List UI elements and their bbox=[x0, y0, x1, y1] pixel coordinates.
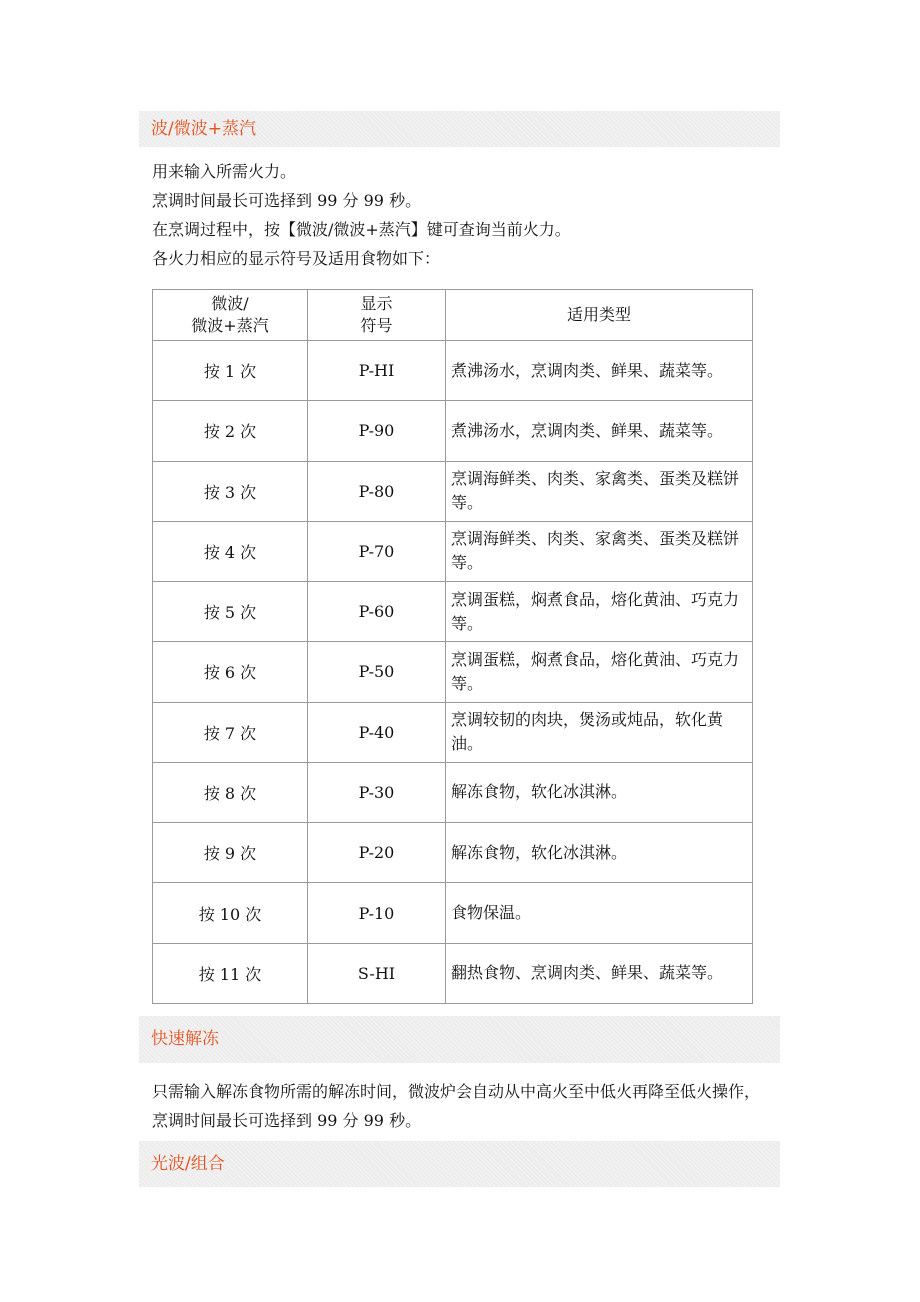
display-code-cell: P-30 bbox=[308, 762, 446, 822]
power-level-table bbox=[152, 289, 753, 1004]
table-row bbox=[153, 702, 753, 762]
table-row bbox=[153, 642, 753, 702]
display-code-cell: P-70 bbox=[308, 521, 446, 581]
table-row bbox=[153, 762, 753, 822]
intro-line: 用来输入所需火力。 bbox=[152, 162, 297, 181]
press-count-cell: 按 1 次 bbox=[153, 341, 308, 401]
header-press-line2: 微波+蒸汽 bbox=[191, 316, 269, 335]
section-heading-grill-combo-label: 光波/组合 bbox=[151, 1154, 225, 1174]
header-code-line2: 符号 bbox=[360, 316, 393, 335]
usage-cell: 烹调蛋糕，焖煮食品，熔化黄油、巧克力等。 bbox=[446, 582, 753, 642]
press-count-cell: 按 2 次 bbox=[153, 401, 308, 461]
section-heading-quick-defrost bbox=[139, 1016, 780, 1063]
usage-cell: 烹调海鲜类、肉类、家禽类、蛋类及糕饼等。 bbox=[446, 461, 753, 521]
header-display-code bbox=[308, 290, 446, 341]
usage-cell: 翻热食物、烹调肉类、鲜果、蔬菜等。 bbox=[446, 943, 753, 1003]
header-usage-label: 适用类型 bbox=[566, 305, 631, 324]
header-usage bbox=[446, 290, 753, 341]
display-code-cell: P-60 bbox=[308, 582, 446, 642]
table-row bbox=[153, 943, 753, 1003]
press-count-cell: 按 9 次 bbox=[153, 823, 308, 883]
usage-cell: 食物保温。 bbox=[446, 883, 753, 943]
quick-defrost-paragraph bbox=[152, 1077, 774, 1135]
quick-defrost-text: 只需输入解冻食物所需的解冻时间，微波炉会自动从中高火至中低火再降至低火操作，烹调时间最长可选择到 99 分 99 秒。 bbox=[152, 1082, 761, 1130]
section-heading-microwave bbox=[139, 111, 780, 147]
press-count-cell: 按 7 次 bbox=[153, 702, 308, 762]
usage-cell: 煮沸汤水，烹调肉类、鲜果、蔬菜等。 bbox=[446, 401, 753, 461]
press-count-cell: 按 6 次 bbox=[153, 642, 308, 702]
press-count-cell: 按 8 次 bbox=[153, 762, 308, 822]
display-code-cell: P-HI bbox=[308, 341, 446, 401]
table-row bbox=[153, 521, 753, 581]
press-count-cell: 按 5 次 bbox=[153, 582, 308, 642]
usage-cell: 烹调较韧的肉块，煲汤或炖品，软化黄油。 bbox=[446, 702, 753, 762]
header-code-line1: 显示 bbox=[360, 294, 393, 313]
intro-paragraph bbox=[152, 157, 571, 273]
intro-line: 烹调时间最长可选择到 99 分 99 秒。 bbox=[152, 191, 422, 210]
usage-cell: 解冻食物，软化冰淇淋。 bbox=[446, 762, 753, 822]
display-code-cell: P-90 bbox=[308, 401, 446, 461]
intro-line: 各火力相应的显示符号及适用食物如下： bbox=[152, 249, 441, 268]
display-code-cell: P-50 bbox=[308, 642, 446, 702]
intro-line: 在烹调过程中，按【微波/微波+蒸汽】键可查询当前火力。 bbox=[152, 220, 571, 239]
section-heading-microwave-label: 波/微波+蒸汽 bbox=[151, 119, 256, 139]
display-code-cell: P-80 bbox=[308, 461, 446, 521]
display-code-cell: S-HI bbox=[308, 943, 446, 1003]
press-count-cell: 按 11 次 bbox=[153, 943, 308, 1003]
table-row bbox=[153, 401, 753, 461]
display-code-cell: P-10 bbox=[308, 883, 446, 943]
section-heading-quick-defrost-label: 快速解冻 bbox=[151, 1029, 219, 1049]
table-row bbox=[153, 823, 753, 883]
press-count-cell: 按 3 次 bbox=[153, 461, 308, 521]
display-code-cell: P-20 bbox=[308, 823, 446, 883]
section-heading-grill-combo bbox=[139, 1141, 780, 1187]
usage-cell: 煮沸汤水，烹调肉类、鲜果、蔬菜等。 bbox=[446, 341, 753, 401]
press-count-cell: 按 10 次 bbox=[153, 883, 308, 943]
usage-cell: 烹调蛋糕，焖煮食品，熔化黄油、巧克力等。 bbox=[446, 642, 753, 702]
table-row bbox=[153, 461, 753, 521]
usage-cell: 烹调海鲜类、肉类、家禽类、蛋类及糕饼等。 bbox=[446, 521, 753, 581]
usage-cell: 解冻食物，软化冰淇淋。 bbox=[446, 823, 753, 883]
table-row bbox=[153, 883, 753, 943]
header-press-line1: 微波/ bbox=[211, 294, 249, 313]
table-header-row bbox=[153, 290, 753, 341]
table-row bbox=[153, 341, 753, 401]
display-code-cell: P-40 bbox=[308, 702, 446, 762]
table-row bbox=[153, 582, 753, 642]
press-count-cell: 按 4 次 bbox=[153, 521, 308, 581]
header-press-count bbox=[153, 290, 308, 341]
